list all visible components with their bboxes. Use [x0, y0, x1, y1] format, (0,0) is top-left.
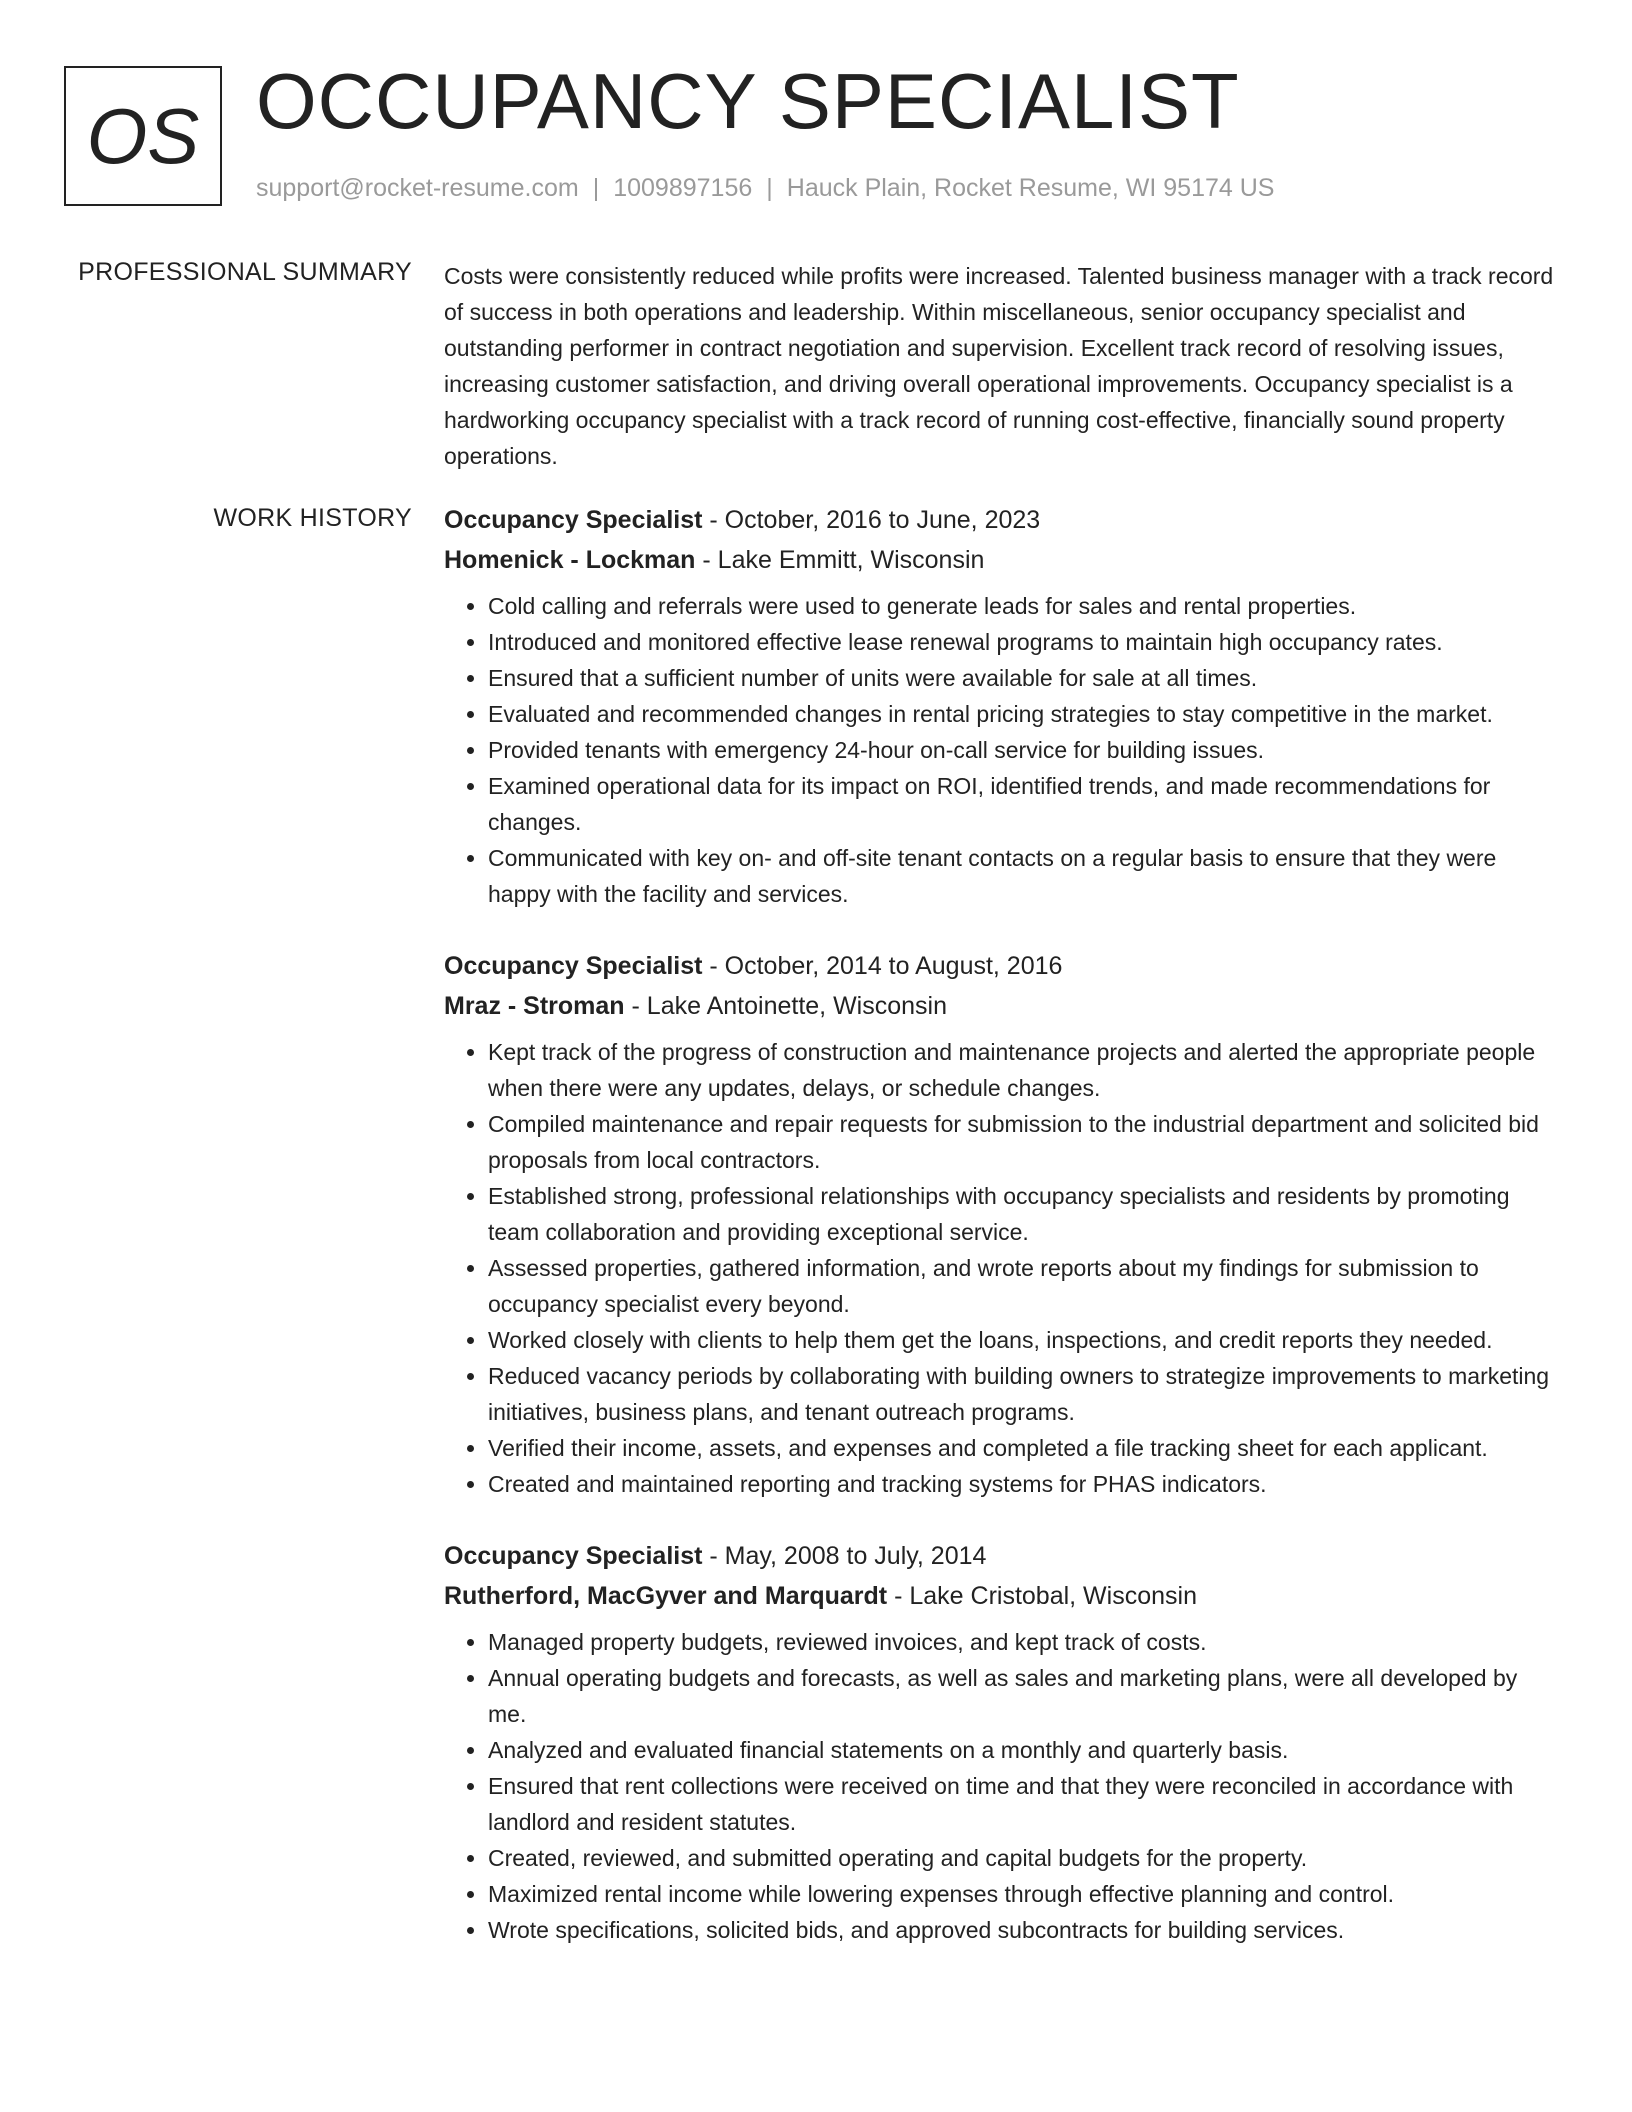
job-bullet: • Provided tenants with emergency 24-hour on-call service for building issues.: [488, 732, 1556, 768]
job-title-line: [444, 500, 1556, 540]
job-bullet: • Kept track of the progress of construction and maintenance projects and alerted the appropriate people when there were any updates, delays, or schedule changes.: [488, 1034, 1556, 1106]
job-entry: [444, 946, 1556, 1502]
job-bullets: [444, 588, 1556, 912]
contact-email: support@rocket-resume.com: [256, 174, 579, 202]
job-bullet: • Ensured that a sufficient number of units were available for sale at all times.: [488, 660, 1556, 696]
job-location: - Lake Cristobal, Wisconsin: [887, 1582, 1197, 1610]
contact-separator: |: [592, 174, 600, 202]
job-bullet: • Introduced and monitored effective lease renewal programs to maintain high occupancy rates.: [488, 624, 1556, 660]
job-bullet: • Wrote specifications, solicited bids, and approved subcontracts for building services.: [488, 1912, 1556, 1948]
job-entry: [444, 500, 1556, 912]
job-bullet: • Worked closely with clients to help them get the loans, inspections, and credit reports they needed.: [488, 1322, 1556, 1358]
job-bullet: • Maximized rental income while lowering expenses through effective planning and control.: [488, 1876, 1556, 1912]
contact-phone: 1009897156: [613, 174, 753, 202]
job-role: Occupancy Specialist: [444, 506, 703, 534]
contact-separator: |: [766, 174, 773, 202]
job-role: Occupancy Specialist: [444, 952, 703, 980]
job-bullet: • Examined operational data for its impact on ROI, identified trends, and made recommendations for changes.: [488, 768, 1556, 840]
job-entry: [444, 1536, 1556, 1948]
job-title-line: [444, 946, 1556, 986]
job-bullet: • Cold calling and referrals were used to generate leads for sales and rental properties.: [488, 588, 1556, 624]
contact-line: [256, 174, 1274, 203]
job-company-line: [444, 540, 1556, 580]
resume-header: [64, 57, 1568, 214]
job-bullet: • Verified their income, assets, and expenses and completed a file tracking sheet for each applicant.: [488, 1430, 1556, 1466]
job-list: [444, 500, 1556, 1982]
job-bullet: • Reduced vacancy periods by collaborating with building owners to strategize improvements to marketing initiatives, business plans, and tenant outreach programs.: [488, 1358, 1556, 1430]
job-company: Rutherford, MacGyver and Marquardt: [444, 1582, 888, 1610]
job-bullet: • Evaluated and recommended changes in rental pricing strategies to stay competitive in the market.: [488, 696, 1556, 732]
contact-address: Hauck Plain, Rocket Resume, WI 95174 US: [786, 174, 1275, 202]
job-bullet: • Established strong, professional relationships with occupancy specialists and residents by promoting team collaboration and providing exceptional service.: [488, 1178, 1556, 1250]
work-history-heading: WORK HISTORY: [213, 504, 412, 532]
job-bullet: • Annual operating budgets and forecasts, as well as sales and marketing plans, were all developed by me.: [488, 1660, 1556, 1732]
job-bullet: • Assessed properties, gathered information, and wrote reports about my findings for submission to occupancy specialist every beyond.: [488, 1250, 1556, 1322]
job-bullet: • Created, reviewed, and submitted operating and capital budgets for the property.: [488, 1840, 1556, 1876]
job-dates: - October, 2014 to August, 2016: [702, 952, 1063, 980]
job-bullet: • Compiled maintenance and repair requests for submission to the industrial department and solicited bid proposals from local contractors.: [488, 1106, 1556, 1178]
summary-heading: PROFESSIONAL SUMMARY: [78, 258, 412, 286]
job-bullet: • Communicated with key on- and off-site tenant contacts on a regular basis to ensure that they were happy with the facility and services.: [488, 840, 1556, 912]
job-dates: - October, 2016 to June, 2023: [702, 506, 1041, 534]
job-dates: - May, 2008 to July, 2014: [702, 1542, 987, 1570]
job-bullets: [444, 1624, 1556, 1948]
job-bullet: • Created and maintained reporting and tracking systems for PHAS indicators.: [488, 1466, 1556, 1502]
job-company: Mraz - Stroman: [444, 992, 625, 1020]
job-bullet: • Managed property budgets, reviewed invoices, and kept track of costs.: [488, 1624, 1556, 1660]
job-location: - Lake Emmitt, Wisconsin: [695, 546, 985, 574]
candidate-name: OCCUPANCY SPECIALIST: [256, 57, 1240, 145]
job-company-line: [444, 986, 1556, 1026]
job-bullets: [444, 1034, 1556, 1502]
summary-text: Costs were consistently reduced while profits were increased. Talented business manager with a track record of success in both operations and leadership. Within miscellaneous, senior occupancy specialist and outstanding performer in contract negotiation and supervision. Excellent track record of resolving issues, increasing customer satisfaction, and driving overall operational improvements. Occupancy specialist is a hardworking occupancy specialist with a track record of running cost-effective, financially sound property operations.: [444, 263, 1554, 469]
job-company-line: [444, 1576, 1556, 1616]
monogram-logo: OS: [64, 66, 222, 206]
job-bullet: • Ensured that rent collections were received on time and that they were reconciled in accordance with landlord and resident statutes.: [488, 1768, 1556, 1840]
job-title-line: [444, 1536, 1556, 1576]
job-location: - Lake Antoinette, Wisconsin: [624, 992, 947, 1020]
job-role: Occupancy Specialist: [444, 1542, 703, 1570]
job-company: Homenick - Lockman: [444, 546, 696, 574]
job-bullet: • Analyzed and evaluated financial statements on a monthly and quarterly basis.: [488, 1732, 1556, 1768]
